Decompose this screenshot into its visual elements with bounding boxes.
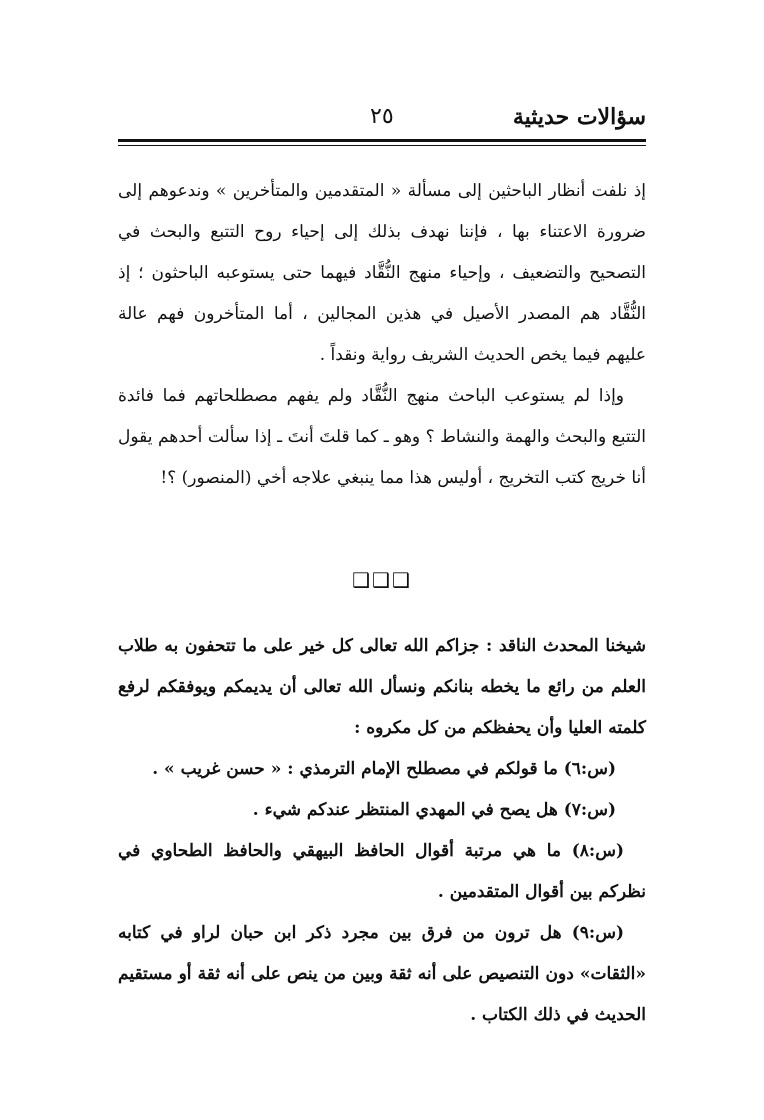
question-text [118,626,646,1036]
page-header [118,104,646,152]
page-number: ٢٥ [370,104,394,129]
paragraph: إذ نلفت أنظار الباحثين إلى مسألة « المتقدمين والمتأخرين » وندعوهم إلى ضرورة الاعتناء بها ، فإننا نهدف بذلك إلى إحياء روح التتبع والبحث في التصحيح والتضعيف ، وإحياء منهج النُّقَّاد فيهما حتى يستوعبه الباحثون ؛ إذ النُّقَّاد هم المصدر الأصيل في هذين المجالين ، أما المتأخرون فهم عالة عليهم فيما يخص الحديث الشريف رواية ونقداً . [118,181,646,365]
answer-text [118,171,646,499]
section-divider: ❑❑❑ [352,568,412,592]
header-rule-thick [118,139,646,142]
paragraph: وإذا لم يستوعب الباحث منهج النُّقَّاد ولم يفهم مصطلحاتهم فما فائدة التتبع والبحث والهمة والنشاط ؟ وهو ـ كما قلتَ أنتَ ـ إذا سألت أحدهم يقول أنا خريج كتب التخريج ، أوليس هذا مما ينبغي علاجه أخي (المنصور) ؟! [118,386,646,488]
question-item: (س:٦) ما قولكم في مصطلح الإمام الترمذي : « حسن غريب » . [152,759,616,779]
question-item: (س:٧) هل يصح في المهدي المنتظر عندكم شيء . [252,800,616,820]
question-intro: شيخنا المحدث الناقد : جزاكم الله تعالى كل خير على ما تتحفون به طلاب العلم من رائع ما يخطه بنانكم ونسأل الله تعالى أن يديمكم ويوفقكم لرفع كلمته العليا وأن يحفظكم من كل مكروه : [118,636,646,738]
running-title: سؤالات حديثية [512,104,646,130]
question-item: (س:٩) هل ترون من فرق بين مجرد ذكر ابن حبان لراو في كتابه «الثقات» دون التنصيص على أنه ثقة وبين من ينص على أنه ثقة أو مستقيم الحديث في ذلك الكتاب . [118,923,646,1025]
header-rule-thin [118,145,646,146]
question-item: (س:٨) ما هي مرتبة أقوال الحافظ البيهقي والحافظ الطحاوي في نظركم بين أقوال المتقدمين . [118,841,646,902]
